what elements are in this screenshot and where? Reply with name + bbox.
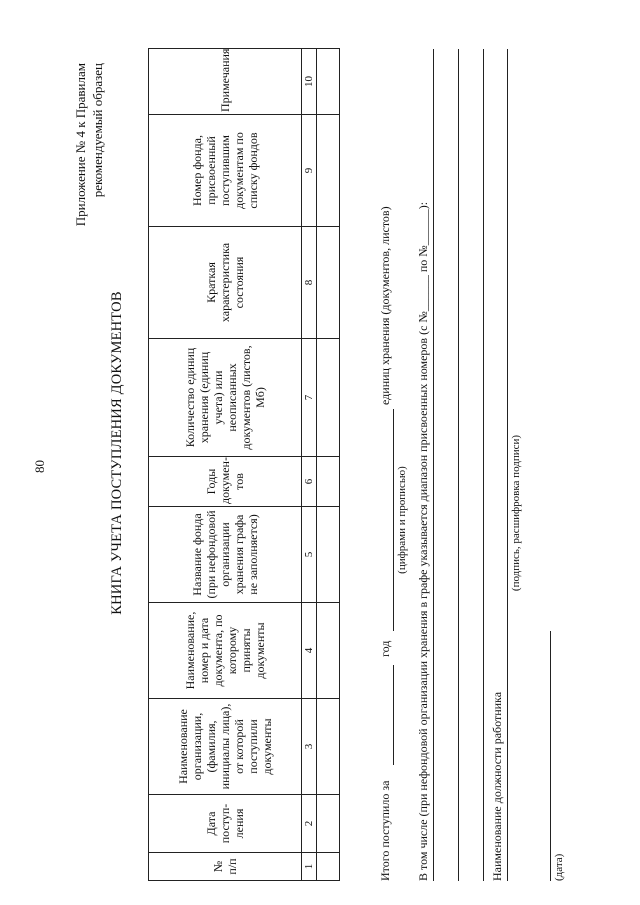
appendix-line-2: рекомендуемый образец [90, 63, 105, 198]
column-number: 5 [302, 507, 317, 603]
position-label: Наименование должности работника [490, 691, 504, 881]
total-amount-line [393, 409, 394, 631]
column-number: 7 [302, 339, 317, 457]
document-title: КНИГА УЧЕТА ПОСТУПЛЕНИЯ ДОКУМЕНТОВ [109, 291, 125, 615]
column-number: 3 [302, 699, 317, 795]
date-line [550, 631, 551, 881]
table-header-row [149, 49, 302, 881]
empty-row [317, 49, 340, 881]
header-cell: Название фонда (при нефондовой организации хранения графа не заполняется) [149, 507, 302, 603]
header-cell: Номер фонда, присвоенный поступившим документам по списку фондов [149, 115, 302, 227]
total-received-label: Итого поступило за [378, 780, 392, 881]
units-label: единиц хранения (документов, листов) [378, 206, 392, 405]
column-number: 6 [302, 457, 317, 507]
position-line [507, 49, 508, 881]
header-cell: Дата поступ-ления [149, 795, 302, 853]
column-number: 1 [302, 853, 317, 881]
page-number: 80 [32, 460, 47, 473]
total-period-line [393, 665, 394, 765]
header-cell: Наименование организации, (фамилия, инициалы лица), от которой поступили документы [149, 699, 302, 795]
accounting-table [148, 48, 340, 881]
appendix-note [72, 63, 106, 226]
header-cell: Количество единиц хранения (единиц учета) или неописанных документов (листов, Мб) [149, 339, 302, 457]
blank-line [483, 49, 484, 881]
date-caption: (дата) [553, 853, 565, 881]
signature-caption: (подпись, расшифровка подписи) [510, 434, 522, 592]
header-cell: № п/п [149, 853, 302, 881]
year-label: год [378, 640, 392, 657]
column-number: 4 [302, 603, 317, 699]
including-label: В том числе (при нефондовой организации хранения в графе указывается диапазон присвоенных номеров (с №______ по №______): [416, 201, 430, 881]
header-cell: Годы докумен-тов [149, 457, 302, 507]
appendix-line-1: Приложение № 4 к Правилам [73, 63, 88, 227]
including-fill-line [433, 49, 434, 881]
header-cell: Наименование, номер и дата документа, по которому приняты документы [149, 603, 302, 699]
digits-words-caption: (цифрами и прописью) [396, 466, 408, 574]
header-cell: Примечания [149, 49, 302, 115]
column-number-row [302, 49, 317, 881]
blank-line [458, 49, 459, 881]
column-number: 10 [302, 49, 317, 115]
rotated-sheet [20, 13, 620, 893]
column-number: 8 [302, 227, 317, 339]
column-number: 9 [302, 115, 317, 227]
column-number: 2 [302, 795, 317, 853]
header-cell: Краткая характеристика состояния [149, 227, 302, 339]
